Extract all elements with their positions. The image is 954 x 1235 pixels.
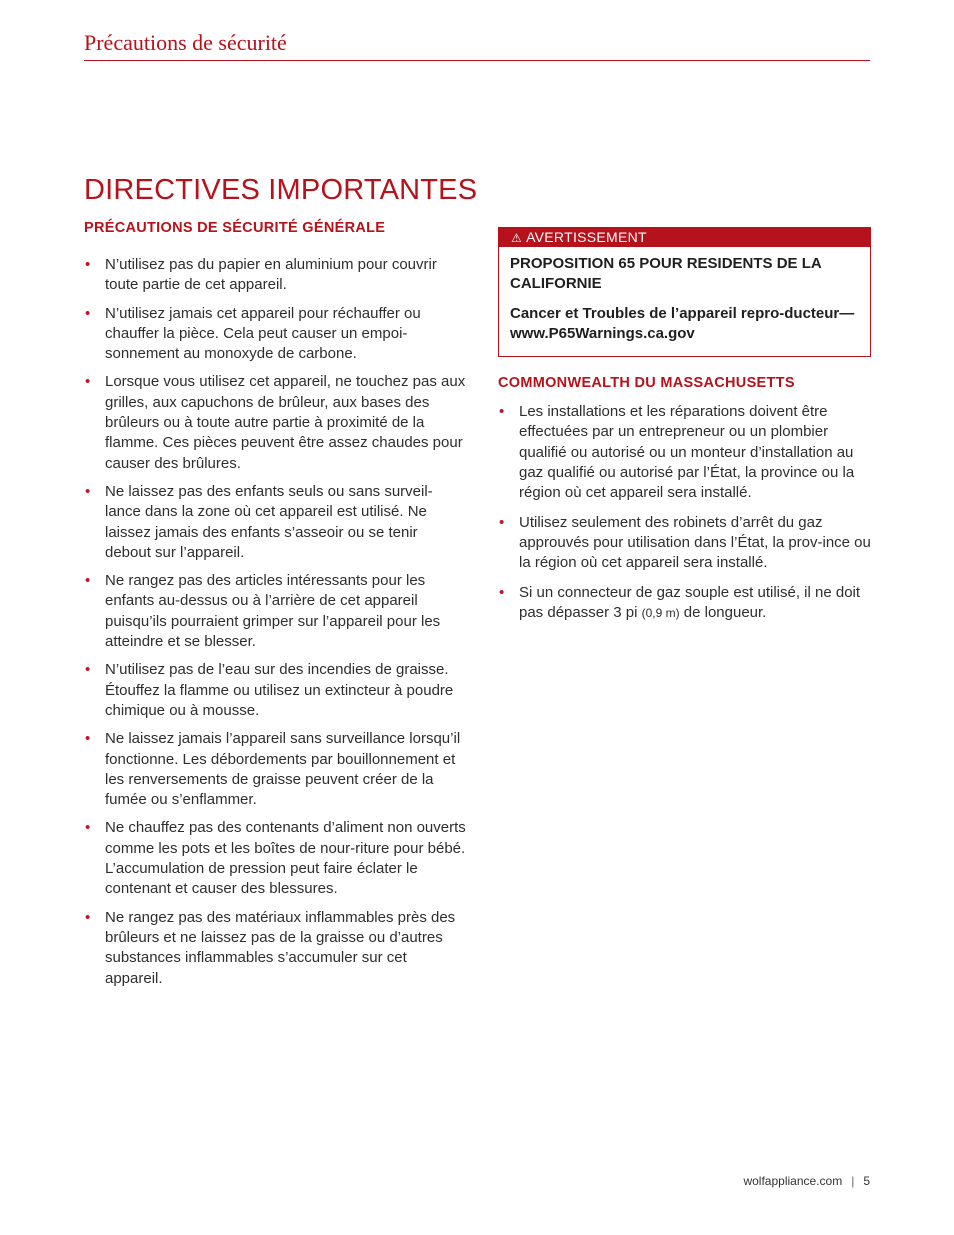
list-item — [84, 908, 466, 989]
list-item — [84, 255, 466, 296]
list-item-text: N’utilisez pas de l’eau sur des incendies de graisse. Étouffez la flamme ou utilisez un extincteur à poudre chimique ou à mousse. — [105, 661, 454, 719]
list-item-text: Ne rangez pas des articles intéressants pour les enfants au-dessus ou à l’arrière de cet appareil puisqu’ils pourraient grimper sur l’appareil pour les atteindre et se blesser. — [105, 572, 441, 651]
warning-cancer-notice: Cancer et Troubles de l’appareil repro-ducteur—www.P65Warnings.ca.gov — [510, 304, 855, 342]
list-item-text-end: de longueur. — [683, 603, 767, 621]
bullet-icon: • — [85, 819, 91, 837]
bullet-icon: • — [499, 583, 505, 601]
warning-header — [499, 228, 870, 247]
list-item-text: Utilisez seulement des robinets d’arrêt du gaz approuvés pour utilisation dans l’État, la prov-ince ou la région où cet appareil sera installé. — [519, 513, 871, 572]
header-divider — [84, 60, 870, 61]
bullet-icon: • — [85, 256, 91, 273]
left-column — [84, 220, 466, 997]
warning-triangle-icon: ⚠ — [511, 231, 523, 245]
list-item — [84, 482, 466, 563]
footer-site-link[interactable]: wolfappliance.com — [743, 1174, 843, 1188]
list-item-text: Ne laissez pas des enfants seuls ou sans surveil-lance dans la zone où cet appareil est utilisé. Ne laissez jamais des enfants s’asseoir ou se tenir debout sur l’appareil. — [105, 482, 433, 561]
list-item-text: Si un connecteur de gaz souple est utilisé, il ne doit pas dépasser 3 pi — [519, 583, 861, 621]
list-item — [498, 583, 871, 624]
warning-label: AVERTISSEMENT — [526, 229, 647, 245]
massachusetts-heading: COMMONWEALTH DU MASSACHUSETTS — [498, 375, 795, 392]
footer-separator: | — [851, 1174, 855, 1188]
page-number: 5 — [863, 1174, 870, 1188]
page-footer — [743, 1174, 870, 1188]
metric-length: (0,9 m) — [641, 605, 680, 620]
right-column — [498, 227, 871, 632]
list-item-text: Les installations et les réparations doivent être effectuées par un entrepreneur ou un plombier qualifié ou autorisé ou un monteur d’installation au gaz qualifié ou autorisé par l’État, la province ou la région où cet appareil sera installé. — [519, 403, 855, 502]
bullet-icon: • — [85, 373, 91, 391]
list-item — [84, 304, 466, 365]
warning-body — [499, 247, 870, 356]
list-item — [84, 729, 466, 810]
warning-proposition-65: PROPOSITION 65 POUR RESIDENTS DE LA CALIFORNIE — [510, 255, 822, 293]
bullet-icon: • — [85, 482, 91, 500]
warning-box — [498, 227, 871, 357]
page-title: DIRECTIVES IMPORTANTES — [84, 174, 478, 206]
general-precautions-heading: PRÉCAUTIONS DE SÉCURITÉ GÉNÉRALE — [84, 220, 386, 236]
bullet-icon: • — [85, 661, 91, 679]
list-item-text: N’utilisez jamais cet appareil pour réchauffer ou chauffer la pièce. Cela peut causer un empoi-sonnement au monoxyde de carbone. — [105, 304, 421, 363]
list-item — [84, 660, 466, 721]
list-item-text: Lorsque vous utilisez cet appareil, ne touchez pas aux grilles, aux capuchons de brûleur, aux bases des brûleurs ou à toute autre partie à proximité de la flamme. Ces pièces peuvent être assez chaudes pour causer des brûlures. — [105, 373, 466, 472]
list-item — [84, 571, 466, 652]
list-item-text: Ne laissez jamais l’appareil sans surveillance lorsqu’il fonctionne. Les débordements par bouillonnement et les renversements de graisse peuvent créer de la fumée ou s’enflammer. — [105, 730, 461, 809]
bullet-icon: • — [85, 730, 91, 748]
list-item-text: Ne chauffez pas des contenants d’aliment non ouverts comme les pots et les boîtes de nour-riture pour bébé. L’accumulation de pression peut faire éclater le contenant et causer des blessures. — [105, 819, 466, 898]
list-item — [84, 372, 466, 473]
list-item-text: Ne rangez pas des matériaux inflammables près des brûleurs et ne laissez pas de la graisse ou d’autres substances inflammables s’accumuler sur cet appareil. — [105, 908, 456, 987]
list-item — [84, 818, 466, 899]
header-section-title: Précautions de sécurité — [84, 30, 287, 55]
bullet-icon: • — [499, 513, 505, 531]
bullet-icon: • — [499, 403, 505, 421]
general-precautions-list — [84, 255, 466, 989]
list-item — [498, 402, 871, 503]
list-item-text: N’utilisez pas du papier en aluminium pour couvrir toute partie de cet appareil. — [105, 256, 437, 294]
bullet-icon: • — [85, 304, 91, 322]
bullet-icon: • — [85, 572, 91, 590]
bullet-icon: • — [85, 908, 91, 926]
list-item — [498, 513, 871, 574]
massachusetts-list — [498, 402, 871, 623]
